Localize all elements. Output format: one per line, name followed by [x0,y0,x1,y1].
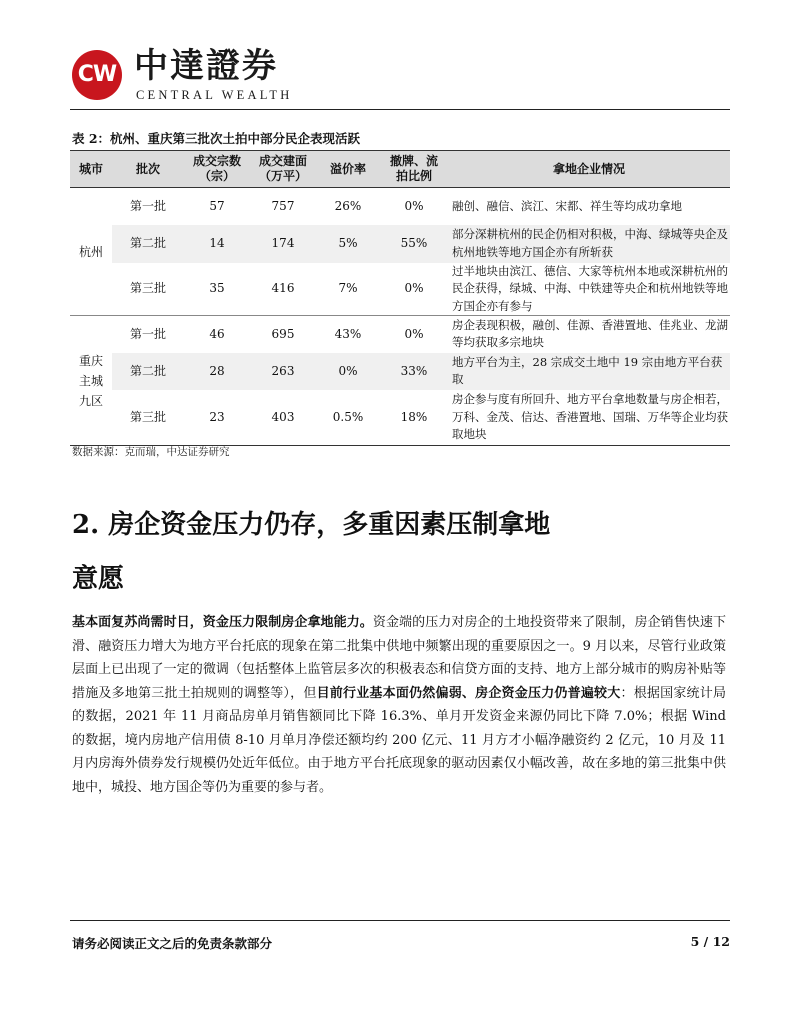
premium-cell: 7% [316,263,380,316]
inline-emphasis: 目前行业基本面仍然偏弱、房企资金压力仍普遍较大 [316,685,621,701]
area-cell: 403 [250,390,316,446]
batch-cell: 第一批 [129,326,166,341]
table-row [70,225,730,263]
footer-divider [70,920,730,921]
withdrawn-cell: 33% [380,353,448,390]
desc-cell: 融创、融信、滨江、宋都、祥生等均成功拿地 [452,198,682,213]
page-number: 5 / 12 [690,934,730,949]
header-batch: 批次 [112,151,184,188]
deals-cell: 57 [209,198,225,213]
header-area: 成交建面 （万平） [250,151,316,188]
deals-cell: 46 [209,326,225,341]
deals-cell: 35 [184,263,250,316]
area-cell: 695 [271,326,295,341]
body-text-1: 资金端的压力对房企的土地投资带来了限制，房企销售快速下滑、融资压力增大为地方平台托底的现象在第二批集中供地中频繁出现的重要原因之一。9 月以来，尽管行业政策层面上已出现了一定的微调（包括整体上监管层多次的积极表态和信贷方面的支持、地方上部分城市的购房补贴等措施及多地第三批土拍规则的调整等），但 [72,615,726,701]
city-cell-hangzhou: 杭州 [70,188,112,316]
premium-cell: 0% [316,353,380,390]
table-row [70,390,730,446]
header-city: 城市 [70,151,112,188]
desc-cell: 房企表现积极，融创、佳源、香港置地、佳兆业、龙湖等均获取多宗地块 [452,317,728,350]
table-row [70,353,730,390]
city-name: 重庆主城九区 [79,353,104,408]
desc-cell: 过半地块由滨江、德信、大家等杭州本地或深耕杭州的民企获得，绿城、中海、中铁建等央企和杭州地铁等地方国企亦有参与 [448,263,730,316]
header-divider [70,109,730,110]
company-name-cn: 中達證券 [134,46,278,86]
section-title: 2. 房企资金压力仍存，多重因素压制拿地 [72,510,551,540]
premium-cell: 43% [334,326,362,341]
area-cell: 174 [250,225,316,263]
header-premium: 溢价率 [316,151,380,188]
area-cell: 757 [271,198,295,213]
header-deals: 成交宗数 （宗） [184,151,250,188]
table-row [70,263,730,316]
city-cell-chongqing [70,316,112,446]
header-enterprises: 拿地企业情况 [448,151,730,188]
body-paragraph [72,611,726,799]
land-auction-table [70,150,730,446]
logo-mark: CW [77,62,117,87]
batch-cell: 第三批 [112,390,184,446]
table-caption: 表 2：杭州、重庆第三批次土拍中部分民企表现活跃 [72,131,361,146]
premium-cell: 26% [334,198,362,213]
withdrawn-cell: 55% [380,225,448,263]
table-header-row [70,151,730,188]
deals-cell: 23 [184,390,250,446]
premium-cell: 5% [316,225,380,263]
desc-cell: 地方平台为主，28 宗成交土地中 19 宗由地方平台获取 [448,353,730,390]
batch-cell: 第一批 [129,198,166,213]
body-text-2: ：根据国家统计局的数据，2021 年 11 月商品房单月销售额同比下降 16.3%、单月开发资金来源仍同比下降 7.0%；根据 Wind 的数据，境内房地产信用债 8-10 月单月净偿还额均约 200 亿元、11 月方才小幅净融资约 2 亿元，10 月及 11 月内房海外债券发行规模仍处近年低位。由于地方平台托底现象的驱动因素仅小幅改善，故在多地的第三批集中供地中，城投、地方国企等仍为重要的参与者。 [72,685,726,795]
withdrawn-cell: 0% [404,198,424,213]
desc-cell: 部分深耕杭州的民企仍相对积极，中海、绿城等央企及杭州地铁等地方国企亦有所斩获 [448,225,730,263]
withdrawn-cell: 0% [404,326,424,341]
section-title-continued: 意愿 [72,564,125,594]
withdrawn-cell: 18% [380,390,448,446]
area-cell: 263 [250,353,316,390]
desc-cell: 房企参与度有所回升、地方平台拿地数量与房企相若，万科、金茂、信达、香港置地、国瑞、万华等企业均获取地块 [448,390,730,446]
batch-cell: 第二批 [112,353,184,390]
header-withdrawn: 撤牌、流 拍比例 [380,151,448,188]
premium-cell: 0.5% [316,390,380,446]
area-cell: 416 [250,263,316,316]
company-name-en: CENTRAL WEALTH [136,88,293,102]
table-source: 数据来源：克而瑞，中达证券研究 [72,446,230,458]
table-row [70,188,730,225]
withdrawn-cell: 0% [380,263,448,316]
table-row [70,316,730,353]
footer-disclaimer: 请务必阅读正文之后的免责条款部分 [72,936,273,951]
deals-cell: 28 [184,353,250,390]
batch-cell: 第二批 [112,225,184,263]
lead-emphasis: 基本面复苏尚需时日，资金压力限制房企拿地能力。 [72,615,373,630]
batch-cell: 第三批 [112,263,184,316]
deals-cell: 14 [184,225,250,263]
